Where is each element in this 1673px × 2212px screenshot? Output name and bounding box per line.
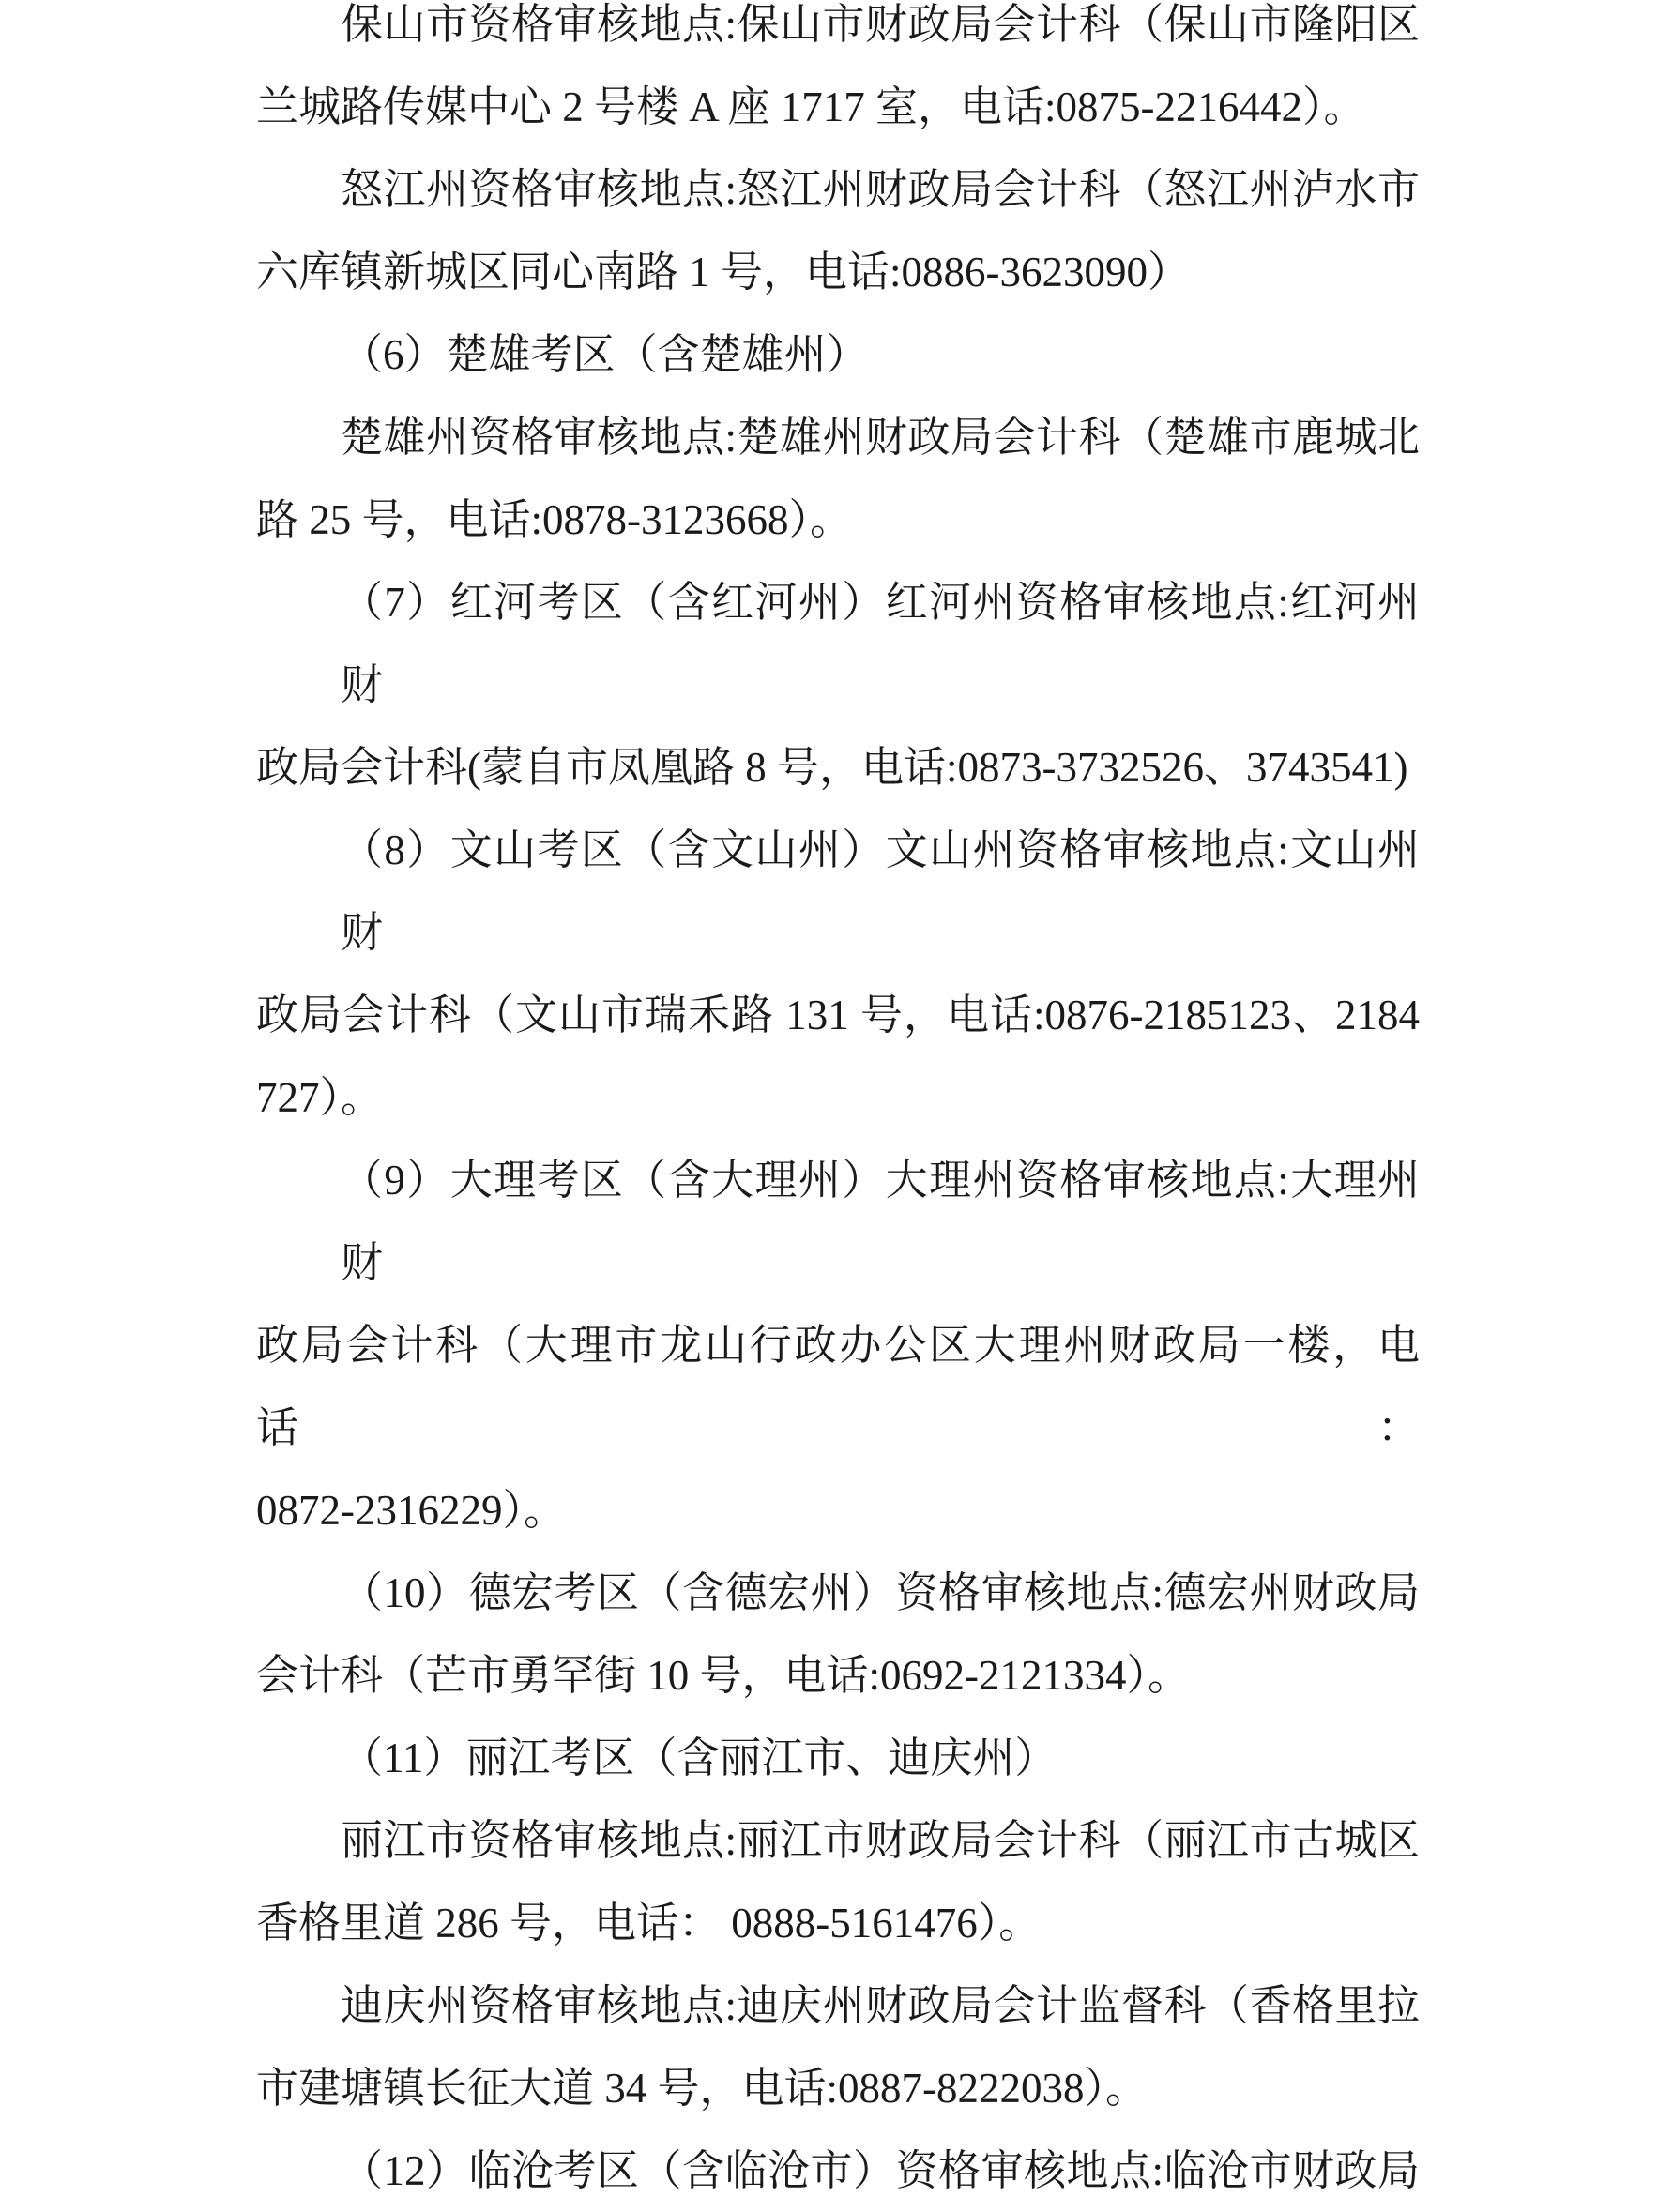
text-line: （9）大理考区（含大理州）大理州资格审核地点:大理州财 — [341, 1157, 1420, 1286]
text-line: 市建塘镇长征大道 34 号，电话:0887-8222038）。 — [256, 2065, 1148, 2112]
text-line: 会计科（芒市勇罕街 10 号，电话:0692-2121334）。 — [256, 1652, 1190, 1699]
text-block — [256, 0, 1420, 2212]
text-line: 727）。 — [256, 1074, 384, 1121]
text-line: 路 25 号，电话:0878-3123668）。 — [256, 496, 852, 543]
text-line: 保山市资格审核地点:保山市财政局会计科（保山市隆阳区 — [341, 1, 1420, 48]
text-line: 迪庆州资格审核地点:迪庆州财政局会计监督科（香格里拉 — [341, 1982, 1420, 2029]
text-line: 香格里道 286 号，电话： 0888-5161476）。 — [256, 1900, 1042, 1947]
text-line: 怒江州资格审核地点:怒江州财政局会计科（怒江州泸水市 — [341, 166, 1420, 213]
text-line: 六库镇新城区同心南路 1 号，电话:0886-3623090） — [256, 249, 1190, 295]
text-line: （10）德宏考区（含德宏州）资格审核地点:德宏州财政局 — [341, 1569, 1420, 1616]
text-line: 政局会计科(蒙自市凤凰路 8 号，电话:0873-3732526、3743541) — [256, 744, 1408, 791]
text-line: 0872-2316229）。 — [256, 1487, 566, 1534]
text-line: （6）楚雄考区（含楚雄州） — [341, 331, 869, 378]
text-line: （11）丽江考区（含丽江市、迪庆州） — [341, 1735, 1057, 1781]
text-line: （7）红河考区（含红河州）红河州资格审核地点:红河州财 — [341, 579, 1420, 708]
text-line: （12）临沧考区（含临沧市）资格审核地点:临沧市财政局 — [341, 2147, 1420, 2194]
text-line: （8）文山考区（含文山州）文山州资格审核地点:文山州财 — [341, 826, 1420, 956]
text-line: 政局会计科（大理市龙山行政办公区大理州财政局一楼，电话： — [256, 1322, 1420, 1451]
text-line: 楚雄州资格审核地点:楚雄州财政局会计科（楚雄市鹿城北 — [341, 414, 1420, 461]
text-line: 丽江市资格审核地点:丽江市财政局会计科（丽江市古城区 — [341, 1817, 1420, 1864]
text-line: 兰城路传媒中心 2 号楼 A 座 1717 室，电话:0875-2216442）。 — [256, 83, 1366, 130]
text-line: 政局会计科（文山市瑞禾路 131 号，电话:0876-2185123、2184 — [256, 992, 1420, 1038]
